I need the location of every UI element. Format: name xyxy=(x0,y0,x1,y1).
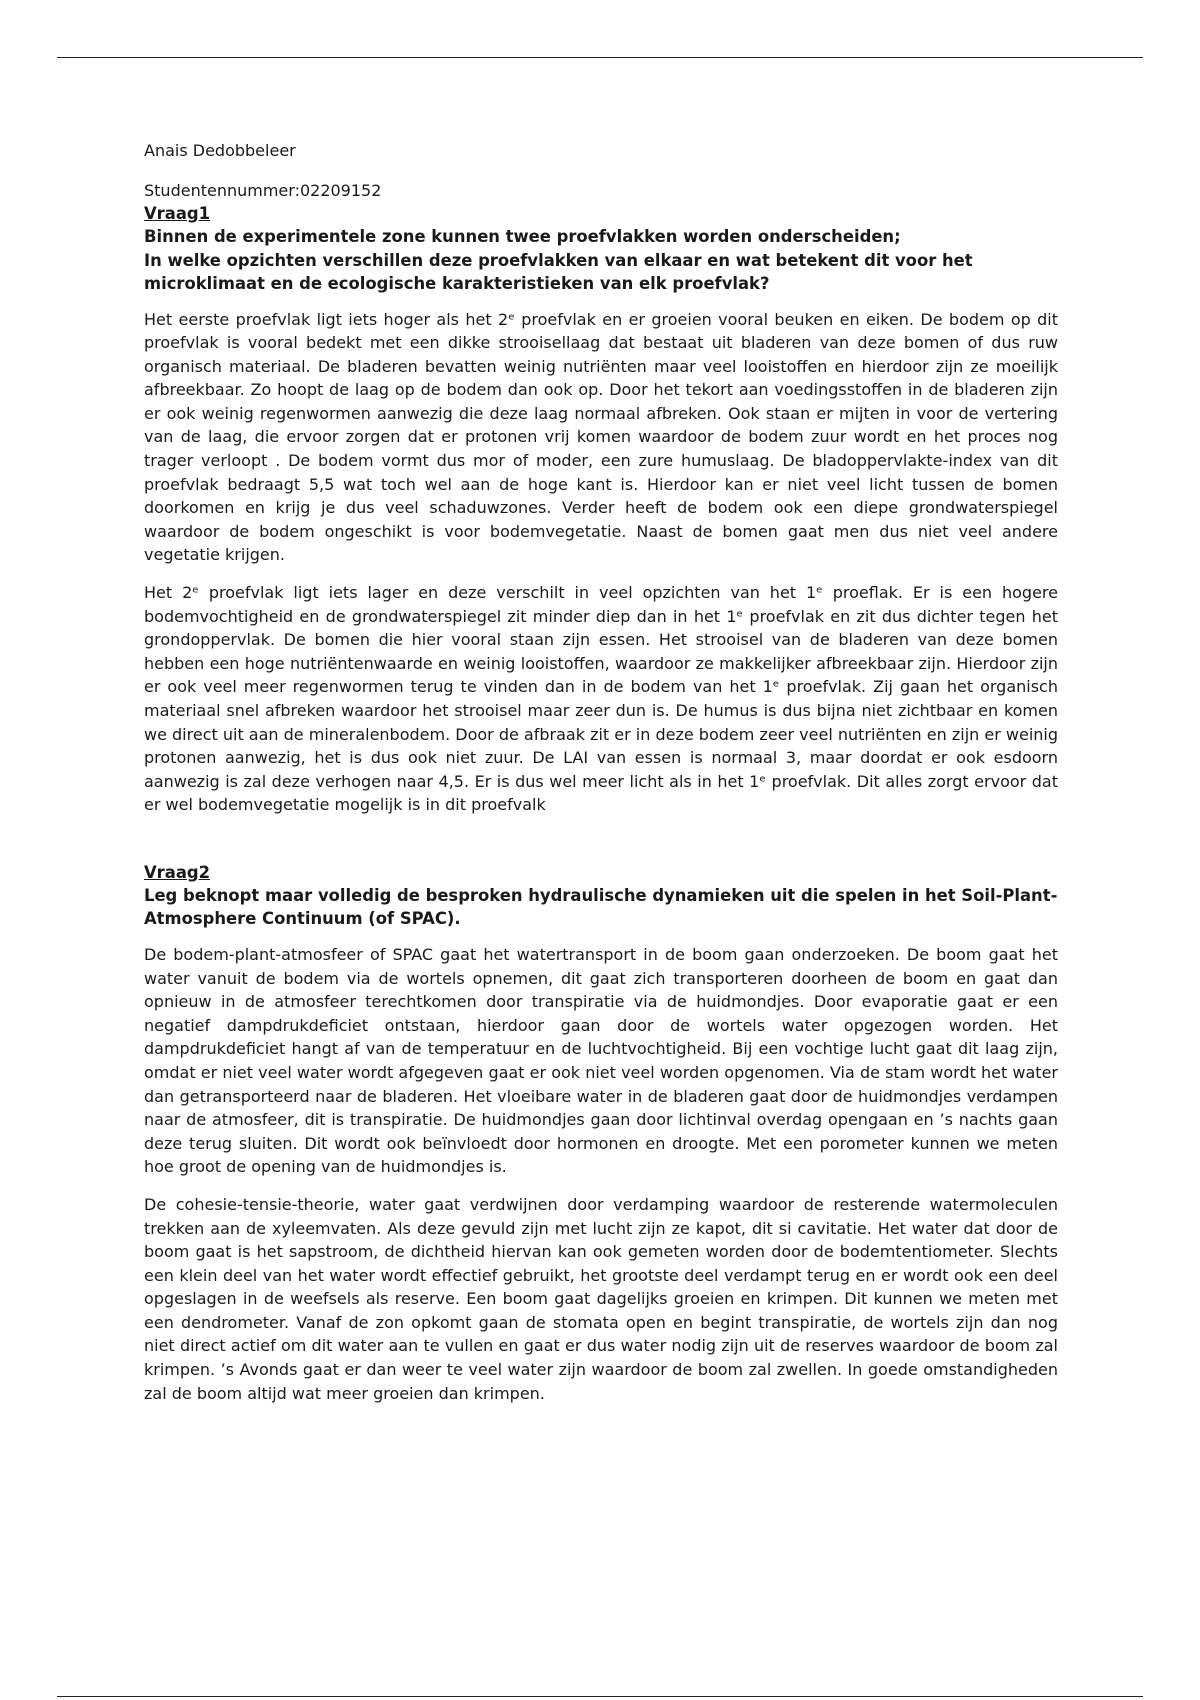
question-line: Atmosphere Continuum (of SPAC). xyxy=(144,909,461,929)
section-spacer xyxy=(144,831,1058,861)
student-number: Studentennummer:02209152 xyxy=(144,181,382,200)
answer-paragraph: De bodem-plant-atmosfeer of SPAC gaat het watertransport in de boom gaan onderzoeken. De boom gaat het water vanuit de bodem via de wortels opnemen, dit gaat zich transporteren doorheen de boom en gaat dan opnieuw in de atmosfeer terechtkomen door transpiratie via de huidmondjes. Door evaporatie gaat er een negatief dampdrukdeficiet ontstaan, hierdoor gaan door de wortels water opgezogen worden. Het dampdrukdeficiet hangt af van de temperatuur en de luchtvochtigheid. Bij een vochtige lucht gaat dit laag zijn, omdat er niet veel water wordt afgegeven gaat er ook niet veel worden opgenomen. Via de stam wordt het water dan getransporteerd naar de bladeren. Het vloeibare water in de bladeren gaat door de huidmondjes verdampen naar de atmosfeer, dit is transpiratie. De huidmondjes gaan door lichtinval overdag opengaan en ’s nachts gaan deze terug sluiten. Dit wordt ook beïnvloedt door hormonen en droogte. Met een porometer kunnen we meten hoe groot de opening van de huidmondjes is. xyxy=(144,944,1058,1177)
question-text xyxy=(144,884,1058,931)
answer-paragraph: De cohesie-tensie-theorie, water gaat verdwijnen door verdamping waardoor de resterende watermoleculen trekken aan de xyleemvaten. Als deze gevuld zijn met lucht zijn ze kapot, dit si cavitatie. Het water dat door de boom gaat is het sapstroom, de dichtheid hiervan kan ook gemeten worden door de bodemtentiometer. Slechts een klein deel van het water wordt effectief gebruikt, het grootste deel verdampt terug en er wordt ook een deel opgeslagen in de weefsels als reserve. Een boom gaat dagelijks groeien en krimpen. Dit kunnen we meten met een dendrometer. Vanaf de zon opkomt gaan de stomata open en begint transpiratie, de wortels zijn dan nog niet direct actief om dit water aan te vullen en gaat er dus water nodig zijn uit de reserves waardoor de boom zal krimpen. ’s Avonds gaat er dan weer te veel water zijn waardoor de boom zal zwellen. In goede omstandigheden zal de boom altijd wat meer groeien dan krimpen. xyxy=(144,1194,1058,1403)
section-title: Vraag1 xyxy=(144,204,211,223)
section-vraag1 xyxy=(144,202,1058,817)
section-title: Vraag2 xyxy=(144,862,211,882)
footer-rule xyxy=(57,1696,1143,1697)
header-rule xyxy=(57,57,1143,58)
author-name: Anais Dedobbeleer xyxy=(144,141,296,160)
question-text xyxy=(144,225,1058,296)
answer-paragraph: Het 2ᵉ proefvlak ligt iets lager en deze verschilt in veel opzichten van het 1ᵉ proeflak. Er is een hogere bodemvochtigheid en de grondwaterspiegel zit minder diep dan in het 1ᵉ proefvlak en zit dus dichter tegen het grondoppervlak. De bomen die hier vooral staan zijn essen. Het strooisel van de bladeren van deze bomen hebben een hoge nutriëntenwaarde en weinig looistoffen, waardoor ze makkelijker afbreekbaar zijn. Hierdoor zijn er ook veel meer regenwormen terug te vinden dan in de bodem van het 1ᵉ proefvlak. Zij gaan het organisch materiaal snel afbreken waardoor het strooisel maar zeer dun is. De humus is dus bijna niet zichtbaar en komen we direct uit aan de mineralenbodem. Door de afbraak zit er in deze bodem zeer veel nutriënten en zijn er weinig protonen aanwezig, het is dus ook niet zuur. De LAI van essen is normaal 3, maar doordat er ook esdoorn aanwezig is zal deze verhogen naar 4,5. Er is dus wel meer licht als in het 1ᵉ proefvlak. Dit alles zorgt ervoor dat er wel bodemvegetatie mogelijk is in dit proefvalk xyxy=(144,583,1058,815)
document-body xyxy=(144,140,1058,1419)
question-line: Binnen de experimentele zone kunnen twee proefvlakken worden onderscheiden; xyxy=(144,227,901,246)
question-line: In welke opzichten verschillen deze proefvlakken van elkaar en wat betekent dit voor het microklimaat en de ecologische karakteristieken van elk proefvlak? xyxy=(144,250,973,293)
section-vraag2 xyxy=(144,861,1058,1405)
question-line: Leg beknopt maar volledig de besproken hydraulische dynamieken uit die spelen in het Soil-Plant- xyxy=(144,885,1058,905)
answer-paragraph: Het eerste proefvlak ligt iets hoger als het 2ᵉ proefvlak en er groeien vooral beuken en eiken. De bodem op dit proefvlak is vooral bedekt met een dikke strooisellaag dat bestaat uit bladeren van deze bomen of dus ruw organisch materiaal. De bladeren bevatten weinig nutriënten maar veel looistoffen en hierdoor zijn ze moeilijk afbreekbaar. Zo hoopt de laag op de bodem dan ook op. Door het tekort aan voedingsstoffen in de bladeren zijn er ook weinig regenwormen aanwezig die deze laag normaal afbreken. Ook staan er mijten in voor de vertering van de laag, die ervoor zorgen dat er protonen vrij komen waardoor de bodem zuur wordt en het proces nog trager verloopt . De bodem vormt dus mor of moder, een zure humuslaag. De bladoppervlakte-index van dit proefvlak bedraagt 5,5 wat toch wel aan de hoge kant is. Hierdoor kan er niet veel licht tussen de bomen doorkomen en krijg je dus veel schaduwzones. Verder heeft de bodem ook een diepe grondwaterspiegel waardoor de bodem ongeschikt is voor bodemvegetatie. Naast de bomen gaat men dus niet veel andere vegetatie krijgen. xyxy=(144,309,1058,565)
